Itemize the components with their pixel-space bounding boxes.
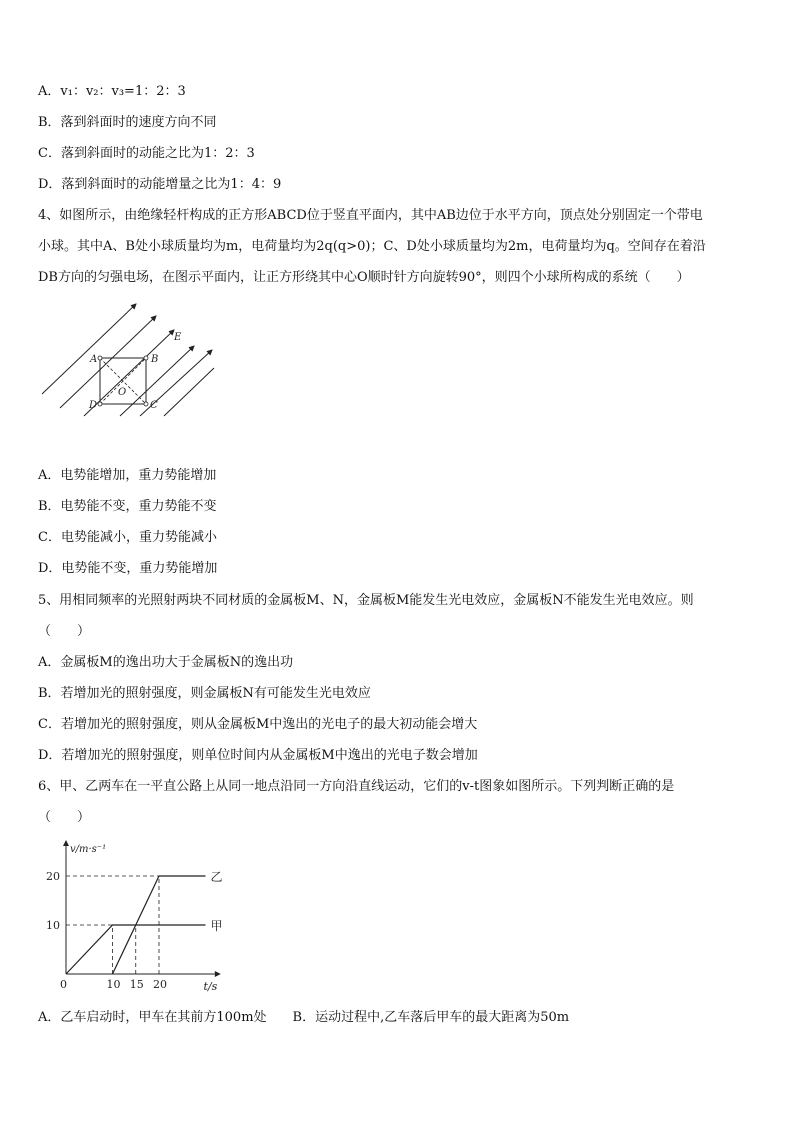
q3-option-d: D．落到斜面时的动能增量之比为1：4：9 xyxy=(38,177,282,192)
x-axis-arrow xyxy=(215,971,221,977)
x-tick-label: 10 xyxy=(106,978,121,991)
label-o: O xyxy=(118,387,127,398)
label-b: B xyxy=(151,354,159,365)
label-d: D xyxy=(89,400,98,411)
q5-option-c: C．若增加光的照射强度，则从金属板M中逸出的光电子的最大初动能会增大 xyxy=(38,717,478,732)
field-line xyxy=(164,368,214,416)
q4-option-c: C．电势能减小，重力势能减小 xyxy=(38,530,217,545)
label-e: E xyxy=(174,332,182,343)
q5-stem-line2: （ ） xyxy=(38,624,91,639)
y-tick-label: 10 xyxy=(46,919,60,932)
q4-field-figure xyxy=(38,302,228,422)
field-line xyxy=(84,330,174,416)
y-axis-arrow xyxy=(63,840,69,846)
series-label-2: 乙 xyxy=(210,870,223,884)
q6-stem-line2: （ ） xyxy=(38,810,91,825)
q3-option-c: C．落到斜面时的动能之比为1：2：3 xyxy=(38,146,255,161)
x-tick-label: 0 xyxy=(60,978,67,991)
y-tick-label: 20 xyxy=(46,870,60,883)
q3-option-b: B．落到斜面时的速度方向不同 xyxy=(38,115,217,130)
x-tick-label: 20 xyxy=(153,978,167,991)
q6-options-row: A．乙车启动时，甲车在其前方100m处 B．运动过程中,乙车落后甲车的最大距离为50m xyxy=(38,1010,570,1025)
charge-d xyxy=(98,402,102,406)
q3-option-a: A．v₁：v₂：v₃=1：2：3 xyxy=(38,84,186,99)
q5-option-b: B．若增加光的照射强度，则金属板N有可能发生光电效应 xyxy=(38,686,371,701)
label-c: C xyxy=(150,400,158,411)
field-line xyxy=(60,316,159,408)
q4-option-a: A．电势能增加，重力势能增加 xyxy=(38,468,217,483)
q5-stem-line1: 5、用相同频率的光照射两块不同材质的金属板M、N，金属板M能发生光电效应，金属板N不能发生光电效应。则 xyxy=(38,593,694,608)
q5-option-d: D．若增加光的照射强度，则单位时间内从金属板M中逸出的光电子数会增加 xyxy=(38,748,478,763)
q6-stem-line1: 6、甲、乙两车在一平直公路上从同一地点沿同一方向沿直线运动，它们的v-t图象如图所示。下列判断正确的是 xyxy=(38,779,675,794)
q4-option-d: D．电势能不变，重力势能增加 xyxy=(38,561,218,576)
y-axis-label: v/m·s⁻¹ xyxy=(70,844,107,855)
x-axis-label: t/s xyxy=(203,980,218,993)
x-tick-label: 15 xyxy=(129,978,144,991)
charge-a xyxy=(98,356,102,360)
q4-stem-line3: DB方向的匀强电场，在图示平面内，让正方形绕其中心O顺时针方向旋转90°，则四个小球所构成的系统（ ） xyxy=(38,270,690,285)
charge-c xyxy=(144,402,148,406)
q4-stem-line2: 小球。其中A、B处小球质量均为m，电荷量均为2q(q>0)；C、D处小球质量均为2m，电荷量均为q。空间存在着沿 xyxy=(38,239,706,254)
q5-option-a: A．金属板M的逸出功大于金属板N的逸出功 xyxy=(38,655,294,670)
q6-vt-chart xyxy=(38,838,238,998)
series-label-1: 甲 xyxy=(210,919,223,933)
charge-b xyxy=(144,356,148,360)
q4-option-b: B．电势能不变，重力势能不变 xyxy=(38,499,217,514)
q4-stem-line1: 4、如图所示，由绝缘轻杆构成的正方形ABCD位于竖直平面内，其中AB边位于水平方向，顶点处分别固定一个带电 xyxy=(38,208,703,223)
label-a: A xyxy=(90,354,98,365)
